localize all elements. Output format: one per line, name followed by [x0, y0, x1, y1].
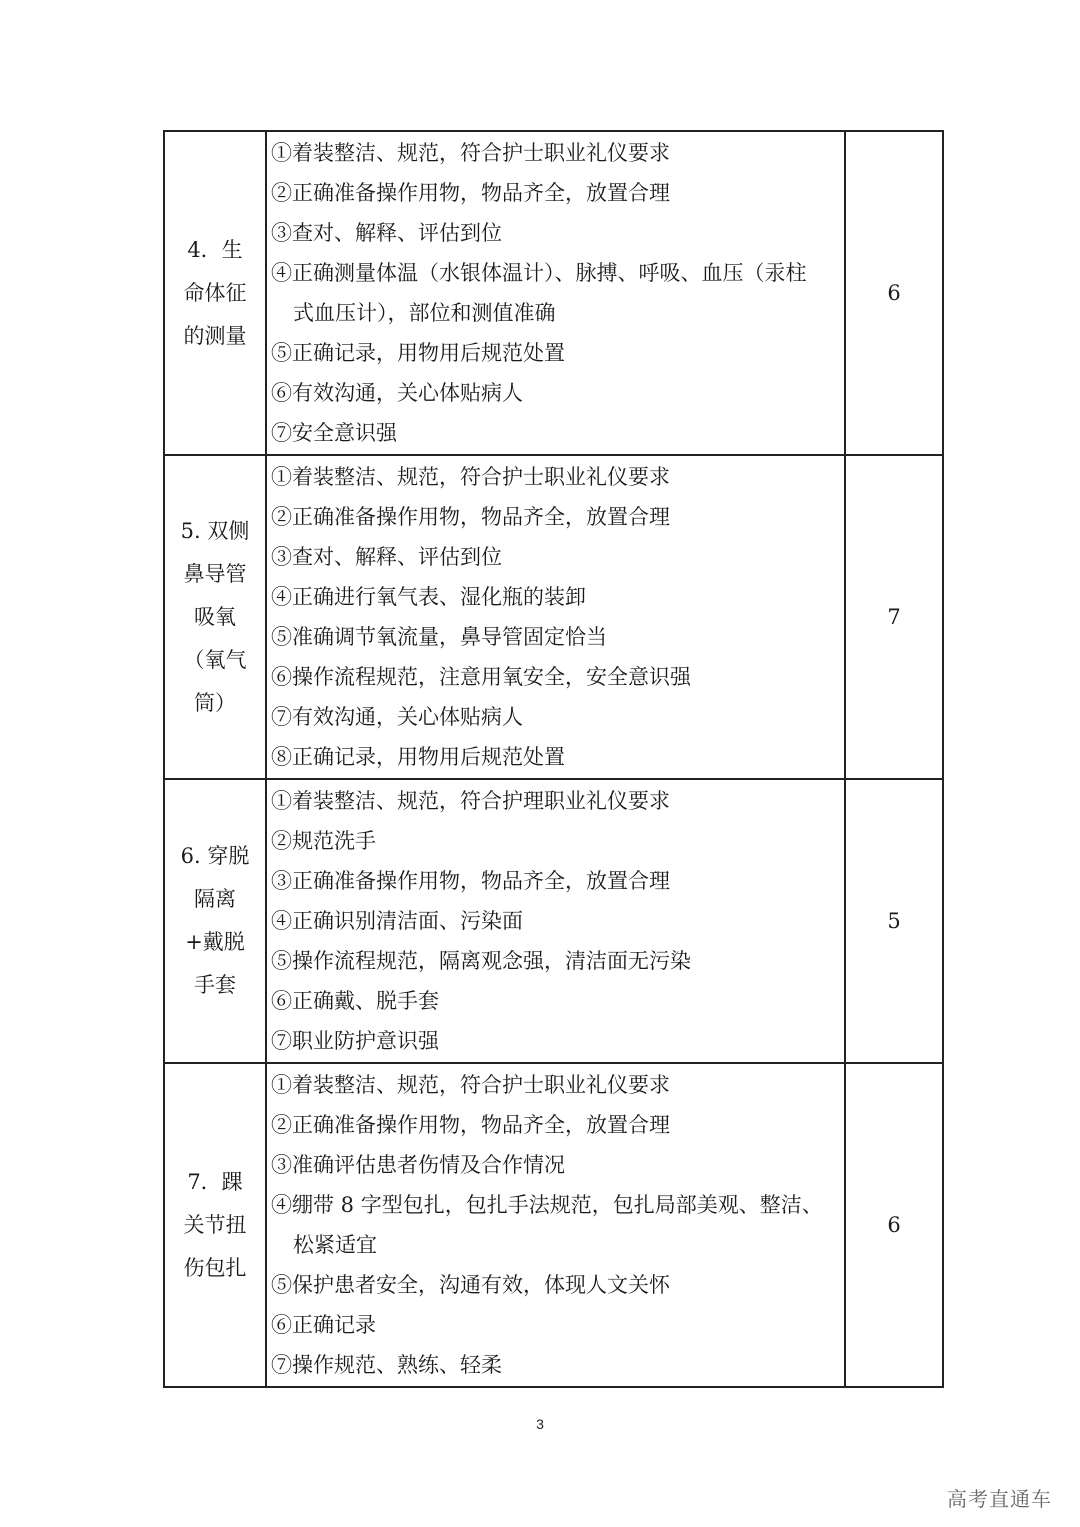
score-cell: 5	[845, 779, 943, 1063]
item-name-cell	[164, 131, 266, 455]
watermark-text: 高考直通车	[947, 1487, 1052, 1511]
requirement-line: ②正确准备操作用物，物品齐全，放置合理	[271, 505, 670, 529]
requirement-line: ②正确准备操作用物，物品齐全，放置合理	[271, 181, 670, 205]
requirement-line: ⑧正确记录，用物用后规范处置	[271, 745, 565, 769]
table-row	[164, 1063, 943, 1387]
requirement-line: ④正确进行氧气表、湿化瓶的装卸	[271, 585, 586, 609]
requirement-line: ①着装整洁、规范，符合护理职业礼仪要求	[271, 789, 670, 813]
requirement-line: ④绷带 8 字型包扎，包扎手法规范，包扎局部美观、整洁、	[271, 1193, 823, 1217]
item-name-cell	[164, 455, 266, 779]
requirement-line: ③查对、解释、评估到位	[271, 545, 502, 569]
requirement-line: ⑤保护患者安全，沟通有效，体现人文关怀	[271, 1273, 670, 1297]
requirement-line: ⑥正确记录	[271, 1313, 376, 1337]
requirement-line: ⑦操作规范、熟练、轻柔	[271, 1353, 502, 1377]
page-number: 3	[536, 1416, 544, 1432]
item-name-cell	[164, 1063, 266, 1387]
score-cell: 7	[845, 455, 943, 779]
requirement-line: ③查对、解释、评估到位	[271, 221, 502, 245]
requirement-line: ④正确识别清洁面、污染面	[271, 909, 523, 933]
requirement-line: ②规范洗手	[271, 829, 376, 853]
requirement-line: ①着装整洁、规范，符合护士职业礼仪要求	[271, 465, 670, 489]
requirement-line: ③正确准备操作用物，物品齐全，放置合理	[271, 869, 670, 893]
item-name-cell	[164, 779, 266, 1063]
requirements-cell	[266, 455, 845, 779]
requirement-line: ⑤正确记录，用物用后规范处置	[271, 341, 565, 365]
item-name: 6. 穿脱隔离+戴脱手套	[180, 844, 250, 997]
requirement-line: ⑦安全意识强	[271, 421, 397, 445]
table-row	[164, 131, 943, 455]
requirement-line: ①着装整洁、规范，符合护士职业礼仪要求	[271, 141, 670, 165]
requirement-line: 松紧适宜	[293, 1233, 377, 1257]
table-row	[164, 779, 943, 1063]
requirement-line: ④正确测量体温（水银体温计）、脉搏、呼吸、血压（汞柱	[271, 261, 807, 285]
requirement-line: ⑦有效沟通，关心体贴病人	[271, 705, 523, 729]
requirements-cell	[266, 1063, 845, 1387]
requirements-cell	[266, 131, 845, 455]
item-name: 7．踝关节扭伤包扎	[183, 1169, 247, 1280]
requirement-line: ①着装整洁、规范，符合护士职业礼仪要求	[271, 1073, 670, 1097]
requirement-line: ⑥有效沟通，关心体贴病人	[271, 381, 523, 405]
requirement-line: ⑥正确戴、脱手套	[271, 989, 439, 1013]
requirements-cell	[266, 779, 845, 1063]
requirement-line: ⑤操作流程规范，隔离观念强，清洁面无污染	[271, 949, 691, 973]
item-name: 4．生命体征的测量	[183, 237, 247, 348]
requirement-line: ②正确准备操作用物，物品齐全，放置合理	[271, 1113, 670, 1137]
requirement-line: ⑦职业防护意识强	[271, 1029, 439, 1053]
requirement-line: ⑥操作流程规范，注意用氧安全，安全意识强	[271, 665, 691, 689]
requirement-line: ⑤准确调节氧流量，鼻导管固定恰当	[271, 625, 607, 649]
score-cell: 6	[845, 131, 943, 455]
score-cell: 6	[845, 1063, 943, 1387]
table-row	[164, 455, 943, 779]
item-name: 5. 双侧鼻导管吸氧（氧气筒）	[180, 518, 250, 715]
requirement-line: ③准确评估患者伤情及合作情况	[271, 1153, 565, 1177]
assessment-criteria-table	[163, 130, 944, 1388]
requirement-line: 式血压计），部位和测值准确	[293, 301, 556, 325]
